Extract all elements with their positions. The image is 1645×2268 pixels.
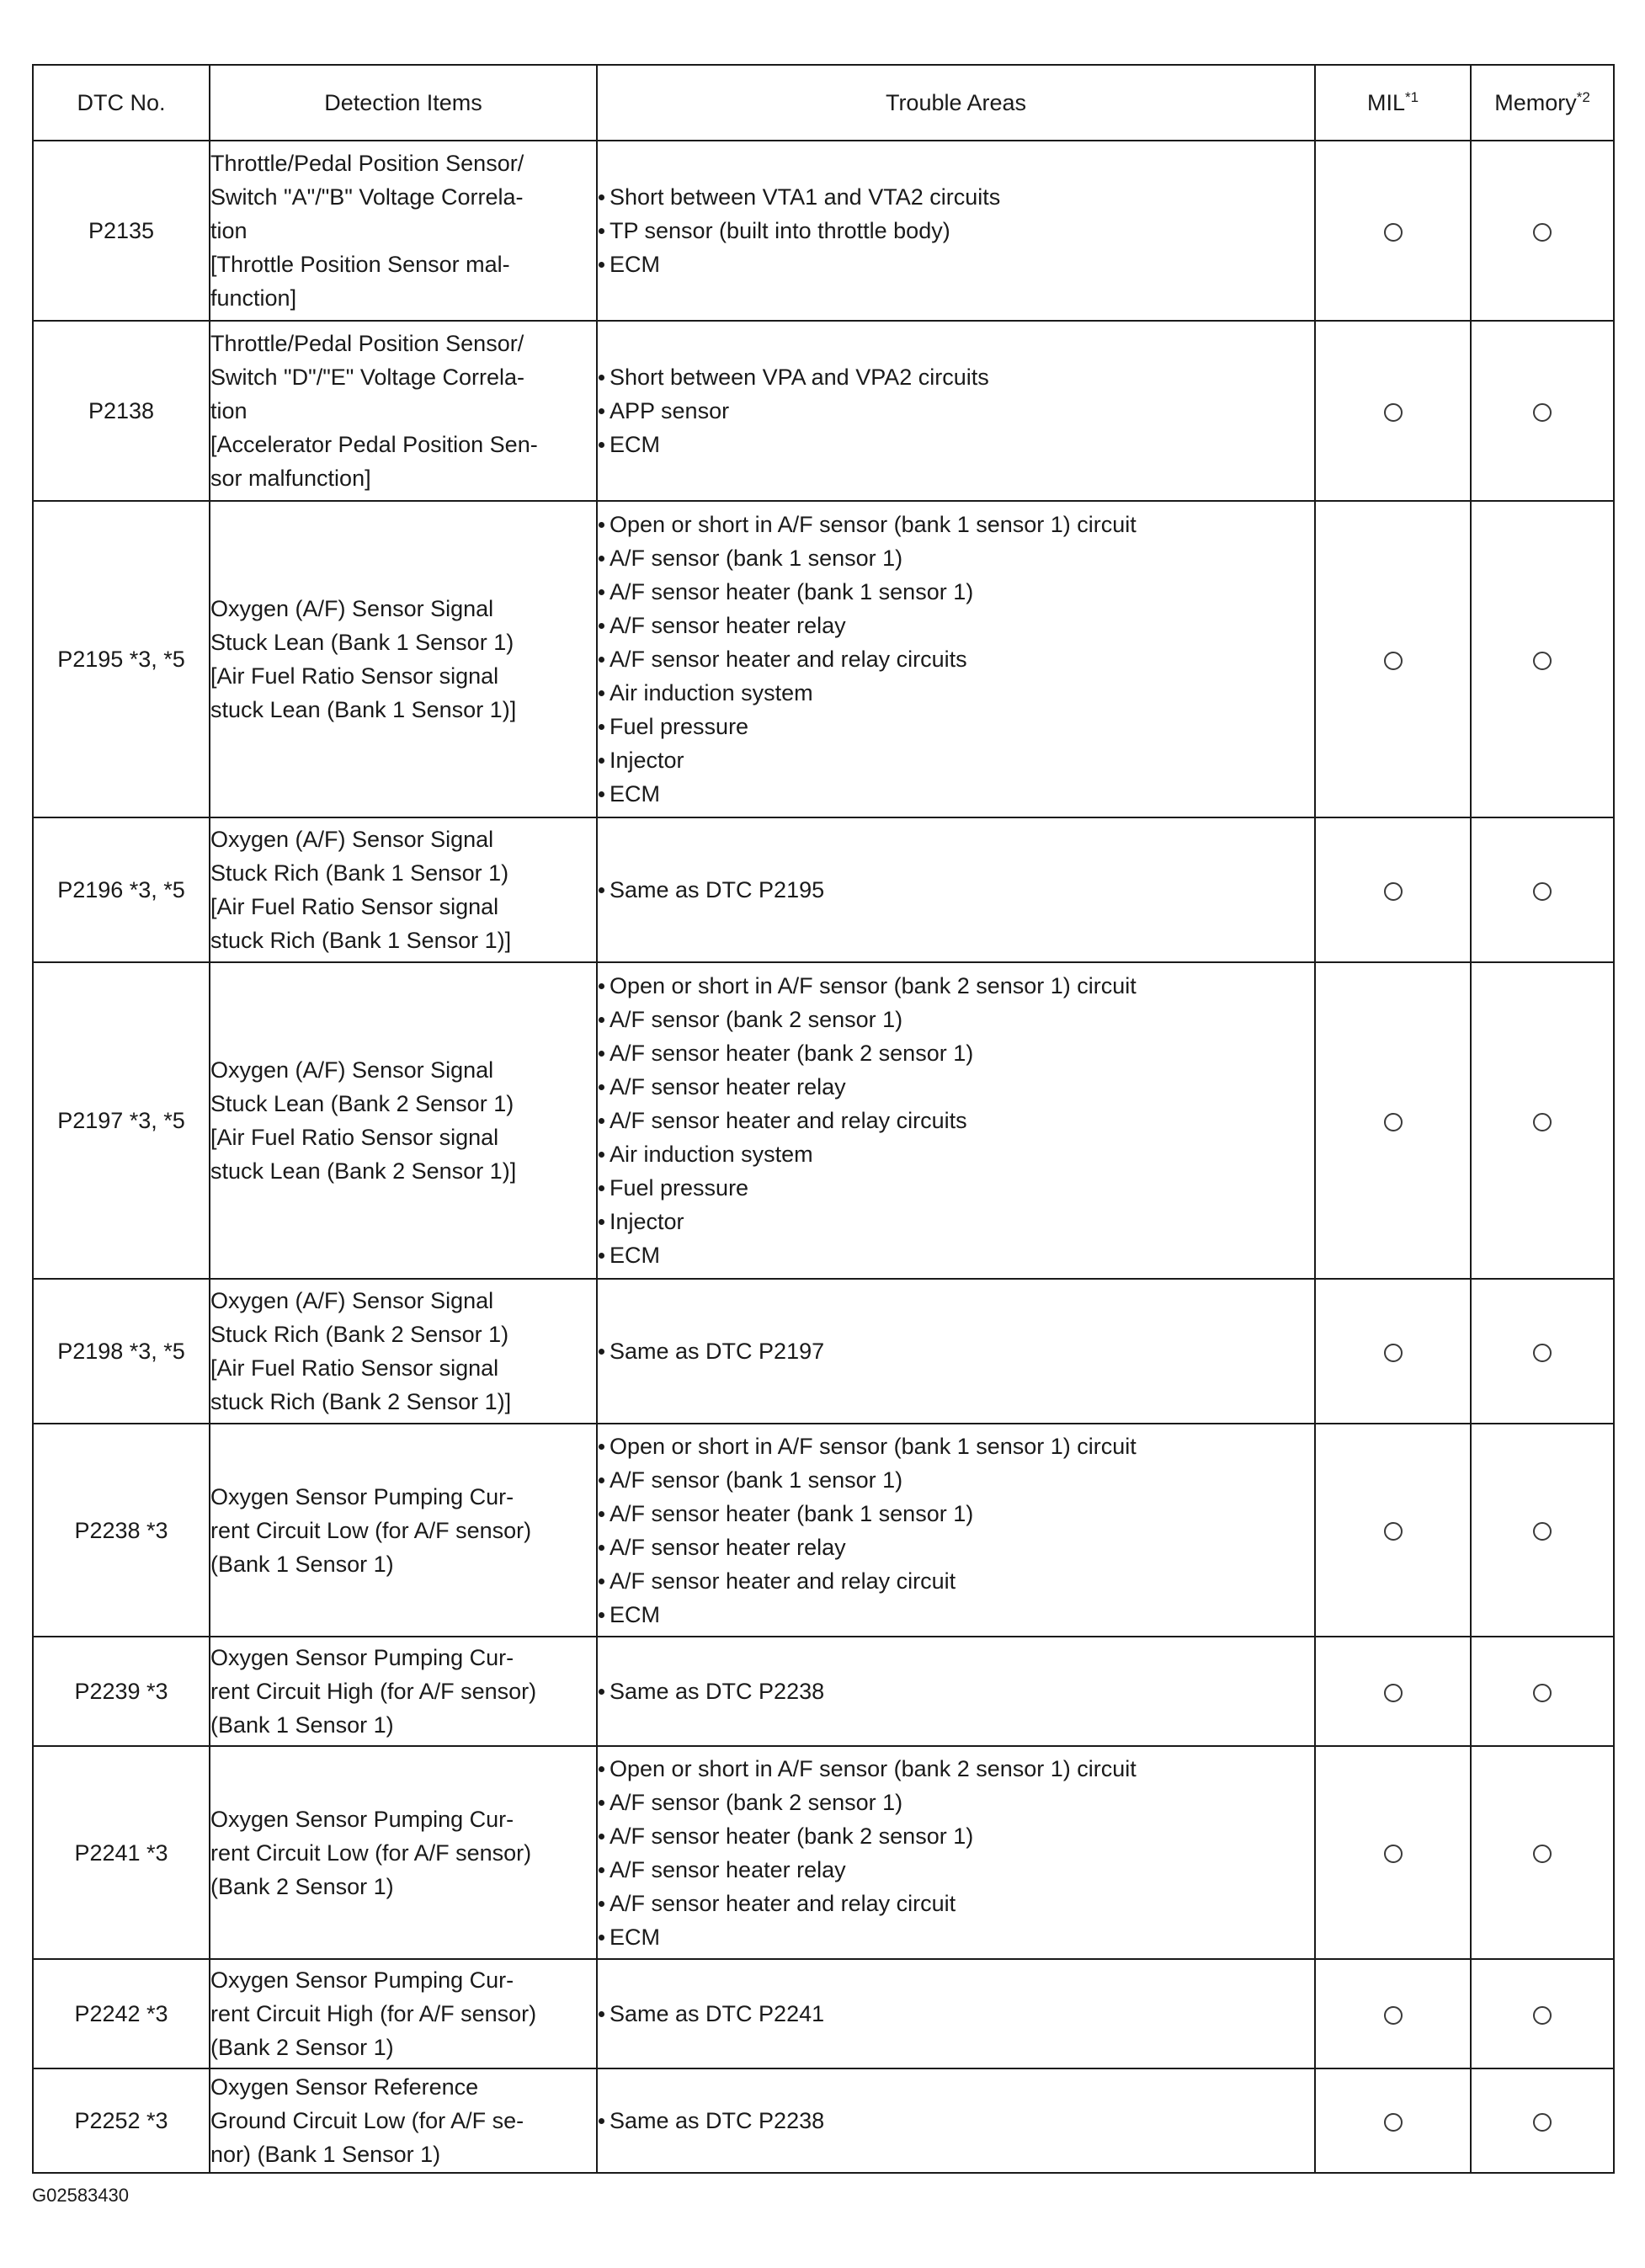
header-trouble-areas: Trouble Areas: [597, 65, 1315, 141]
memory-cell: [1471, 1424, 1614, 1637]
detection-item: [210, 962, 597, 1279]
detection-line: [Air Fuel Ratio Sensor signal: [210, 1355, 499, 1381]
trouble-area-item: A/F sensor (bank 1 sensor 1): [598, 541, 1314, 575]
figure-id: G02583430: [32, 2185, 129, 2206]
memory-cell: [1471, 1637, 1614, 1746]
mil-circle-icon: [1384, 1113, 1403, 1131]
dtc-table-container: [32, 64, 1613, 2174]
detection-item: [210, 141, 597, 321]
mil-circle-icon: [1384, 1684, 1403, 1702]
header-memory-label: Memory: [1494, 90, 1577, 115]
table-row: [33, 817, 1614, 962]
trouble-area-list: [598, 1674, 1314, 1708]
memory-cell: [1471, 321, 1614, 501]
detection-line: function]: [210, 285, 297, 311]
detection-line: stuck Rich (Bank 2 Sensor 1)]: [210, 1389, 512, 1414]
detection-line: Oxygen (A/F) Sensor Signal: [210, 1288, 494, 1313]
trouble-area-item: A/F sensor (bank 2 sensor 1): [598, 1003, 1314, 1036]
detection-line: tion: [210, 218, 248, 243]
header-dtc-no: DTC No.: [33, 65, 210, 141]
dtc-code: P2252 *3: [33, 2068, 210, 2173]
mil-cell: [1315, 141, 1471, 321]
trouble-area-item: A/F sensor heater (bank 1 sensor 1): [598, 1497, 1314, 1531]
trouble-area-item: A/F sensor heater relay: [598, 1070, 1314, 1104]
table-row: [33, 1279, 1614, 1424]
detection-line: Stuck Rich (Bank 2 Sensor 1): [210, 1322, 509, 1347]
header-mil-note: *1: [1404, 89, 1419, 105]
trouble-areas: [597, 962, 1315, 1279]
header-row: [33, 65, 1614, 141]
mil-circle-icon: [1384, 1845, 1403, 1863]
trouble-area-list: [598, 1997, 1314, 2031]
trouble-area-item: Injector: [598, 743, 1314, 777]
memory-cell: [1471, 501, 1614, 817]
dtc-code: P2242 *3: [33, 1959, 210, 2068]
header-memory-note: *2: [1576, 89, 1590, 105]
mil-circle-icon: [1384, 403, 1403, 422]
trouble-area-item: Fuel pressure: [598, 710, 1314, 743]
dtc-code: P2238 *3: [33, 1424, 210, 1637]
table-row: [33, 141, 1614, 321]
table-row: [33, 1637, 1614, 1746]
mil-cell: [1315, 2068, 1471, 2173]
detection-line: [Air Fuel Ratio Sensor signal: [210, 663, 499, 689]
trouble-areas: [597, 321, 1315, 501]
detection-line: Ground Circuit Low (for A/F se-: [210, 2108, 524, 2133]
trouble-area-list: [598, 969, 1314, 1272]
dtc-code: P2197 *3, *5: [33, 962, 210, 1279]
trouble-area-item: A/F sensor heater and relay circuit: [598, 1564, 1314, 1598]
mil-circle-icon: [1384, 652, 1403, 670]
trouble-area-item: ECM: [598, 777, 1314, 811]
detection-line: Oxygen (A/F) Sensor Signal: [210, 596, 494, 621]
detection-line: nor) (Bank 1 Sensor 1): [210, 2142, 441, 2167]
detection-item: [210, 1637, 597, 1746]
trouble-area-item: A/F sensor heater (bank 1 sensor 1): [598, 575, 1314, 609]
header-detection-items: Detection Items: [210, 65, 597, 141]
table-row: [33, 1959, 1614, 2068]
detection-line: rent Circuit High (for A/F sensor): [210, 1679, 537, 1704]
memory-cell: [1471, 1959, 1614, 2068]
detection-line: Throttle/Pedal Position Sensor/: [210, 331, 524, 356]
mil-cell: [1315, 1959, 1471, 2068]
trouble-area-item: Open or short in A/F sensor (bank 1 sensor 1) circuit: [598, 508, 1314, 541]
detection-line: rent Circuit High (for A/F sensor): [210, 2001, 537, 2026]
detection-line: Oxygen (A/F) Sensor Signal: [210, 827, 494, 852]
trouble-areas: [597, 1279, 1315, 1424]
trouble-areas: [597, 1746, 1315, 1959]
detection-line: rent Circuit Low (for A/F sensor): [210, 1517, 532, 1543]
mil-circle-icon: [1384, 1522, 1403, 1541]
detection-line: Oxygen Sensor Pumping Cur-: [210, 1483, 514, 1509]
detection-line: (Bank 2 Sensor 1): [210, 1873, 394, 1899]
trouble-area-list: [598, 873, 1314, 907]
trouble-area-item: A/F sensor heater (bank 2 sensor 1): [598, 1036, 1314, 1070]
dtc-code: P2135: [33, 141, 210, 321]
trouble-area-item: Same as DTC P2197: [598, 1334, 1314, 1368]
trouble-areas: [597, 1959, 1315, 2068]
trouble-area-item: Short between VPA and VPA2 circuits: [598, 360, 1314, 394]
trouble-area-item: Open or short in A/F sensor (bank 1 sensor 1) circuit: [598, 1429, 1314, 1463]
detection-line: Stuck Lean (Bank 1 Sensor 1): [210, 630, 514, 655]
detection-line: Oxygen Sensor Reference: [210, 2074, 479, 2100]
memory-circle-icon: [1533, 652, 1552, 670]
detection-line: stuck Lean (Bank 2 Sensor 1)]: [210, 1158, 517, 1184]
detection-line: sor malfunction]: [210, 466, 371, 491]
header-mil-label: MIL: [1366, 90, 1405, 115]
mil-circle-icon: [1384, 1344, 1403, 1362]
trouble-area-list: [598, 508, 1314, 811]
table-row: [33, 1424, 1614, 1637]
mil-circle-icon: [1384, 2006, 1403, 2025]
detection-item: [210, 501, 597, 817]
mil-cell: [1315, 1424, 1471, 1637]
memory-cell: [1471, 1746, 1614, 1959]
mil-circle-icon: [1384, 223, 1403, 242]
mil-circle-icon: [1384, 882, 1403, 901]
mil-cell: [1315, 1637, 1471, 1746]
detection-item: [210, 1746, 597, 1959]
mil-cell: [1315, 321, 1471, 501]
dtc-code: P2195 *3, *5: [33, 501, 210, 817]
detection-line: stuck Rich (Bank 1 Sensor 1)]: [210, 928, 512, 953]
detection-line: Switch "A"/"B" Voltage Correla-: [210, 184, 524, 210]
mil-cell: [1315, 1746, 1471, 1959]
trouble-area-list: [598, 1334, 1314, 1368]
trouble-area-item: Open or short in A/F sensor (bank 2 sensor 1) circuit: [598, 1752, 1314, 1786]
dtc-code: P2198 *3, *5: [33, 1279, 210, 1424]
detection-item: [210, 817, 597, 962]
detection-line: Oxygen Sensor Pumping Cur-: [210, 1967, 514, 1993]
trouble-area-item: Same as DTC P2238: [598, 2104, 1314, 2138]
mil-cell: [1315, 1279, 1471, 1424]
trouble-areas: [597, 2068, 1315, 2173]
table-header: [33, 65, 1614, 141]
trouble-area-item: ECM: [598, 1598, 1314, 1632]
mil-cell: [1315, 501, 1471, 817]
memory-cell: [1471, 817, 1614, 962]
trouble-area-item: Same as DTC P2241: [598, 1997, 1314, 2031]
trouble-area-item: Air induction system: [598, 1137, 1314, 1171]
detection-line: [Air Fuel Ratio Sensor signal: [210, 1125, 499, 1150]
dtc-code: P2138: [33, 321, 210, 501]
trouble-area-item: Same as DTC P2195: [598, 873, 1314, 907]
table-row: [33, 962, 1614, 1279]
mil-cell: [1315, 962, 1471, 1279]
trouble-area-item: ECM: [598, 428, 1314, 461]
memory-circle-icon: [1533, 2113, 1552, 2132]
detection-line: Switch "D"/"E" Voltage Correla-: [210, 365, 524, 390]
trouble-areas: [597, 817, 1315, 962]
memory-cell: [1471, 141, 1614, 321]
trouble-area-item: A/F sensor heater relay: [598, 1531, 1314, 1564]
trouble-area-item: Injector: [598, 1205, 1314, 1238]
detection-item: [210, 321, 597, 501]
detection-line: Oxygen (A/F) Sensor Signal: [210, 1057, 494, 1083]
trouble-area-list: [598, 2104, 1314, 2138]
detection-item: [210, 1959, 597, 2068]
memory-cell: [1471, 962, 1614, 1279]
trouble-area-item: Same as DTC P2238: [598, 1674, 1314, 1708]
trouble-area-item: Air induction system: [598, 676, 1314, 710]
trouble-area-item: A/F sensor heater and relay circuits: [598, 642, 1314, 676]
trouble-area-list: [598, 180, 1314, 281]
trouble-area-item: Open or short in A/F sensor (bank 2 sensor 1) circuit: [598, 969, 1314, 1003]
header-mil: [1315, 65, 1471, 141]
trouble-area-item: Fuel pressure: [598, 1171, 1314, 1205]
trouble-area-item: Short between VTA1 and VTA2 circuits: [598, 180, 1314, 214]
detection-line: [Accelerator Pedal Position Sen-: [210, 432, 538, 457]
trouble-area-item: A/F sensor heater relay: [598, 1853, 1314, 1887]
trouble-areas: [597, 1424, 1315, 1637]
detection-line: Stuck Rich (Bank 1 Sensor 1): [210, 860, 509, 886]
memory-circle-icon: [1533, 403, 1552, 422]
memory-circle-icon: [1533, 1344, 1552, 1362]
trouble-area-item: A/F sensor (bank 2 sensor 1): [598, 1786, 1314, 1819]
table-row: [33, 321, 1614, 501]
trouble-area-list: [598, 1752, 1314, 1954]
memory-circle-icon: [1533, 223, 1552, 242]
trouble-area-item: ECM: [598, 1238, 1314, 1272]
dtc-code: P2239 *3: [33, 1637, 210, 1746]
memory-cell: [1471, 1279, 1614, 1424]
detection-line: (Bank 1 Sensor 1): [210, 1712, 394, 1738]
detection-line: (Bank 1 Sensor 1): [210, 1551, 394, 1577]
trouble-area-item: ECM: [598, 1920, 1314, 1954]
detection-line: Oxygen Sensor Pumping Cur-: [210, 1806, 514, 1832]
memory-circle-icon: [1533, 2006, 1552, 2025]
detection-line: stuck Lean (Bank 1 Sensor 1)]: [210, 697, 517, 722]
memory-circle-icon: [1533, 1113, 1552, 1131]
detection-line: (Bank 2 Sensor 1): [210, 2035, 394, 2060]
detection-item: [210, 1279, 597, 1424]
mil-cell: [1315, 817, 1471, 962]
trouble-area-item: A/F sensor (bank 1 sensor 1): [598, 1463, 1314, 1497]
memory-circle-icon: [1533, 1684, 1552, 1702]
table-row: [33, 1746, 1614, 1959]
memory-cell: [1471, 2068, 1614, 2173]
trouble-area-item: APP sensor: [598, 394, 1314, 428]
trouble-area-item: TP sensor (built into throttle body): [598, 214, 1314, 248]
memory-circle-icon: [1533, 882, 1552, 901]
trouble-area-item: A/F sensor heater and relay circuit: [598, 1887, 1314, 1920]
trouble-areas: [597, 1637, 1315, 1746]
table-body: [33, 141, 1614, 2173]
memory-circle-icon: [1533, 1845, 1552, 1863]
detection-line: [Throttle Position Sensor mal-: [210, 252, 510, 277]
mil-circle-icon: [1384, 2113, 1403, 2132]
detection-line: [Air Fuel Ratio Sensor signal: [210, 894, 499, 919]
detection-item: [210, 2068, 597, 2173]
trouble-area-list: [598, 360, 1314, 461]
table-row: [33, 2068, 1614, 2173]
trouble-area-item: A/F sensor heater (bank 2 sensor 1): [598, 1819, 1314, 1853]
detection-line: Throttle/Pedal Position Sensor/: [210, 151, 524, 176]
memory-circle-icon: [1533, 1522, 1552, 1541]
dtc-code: P2196 *3, *5: [33, 817, 210, 962]
trouble-area-item: A/F sensor heater relay: [598, 609, 1314, 642]
header-memory: [1471, 65, 1614, 141]
detection-line: rent Circuit Low (for A/F sensor): [210, 1839, 532, 1866]
detection-line: Stuck Lean (Bank 2 Sensor 1): [210, 1091, 514, 1116]
trouble-area-list: [598, 1429, 1314, 1632]
dtc-table: [32, 64, 1615, 2174]
dtc-code: P2241 *3: [33, 1746, 210, 1959]
table-row: [33, 501, 1614, 817]
detection-line: Oxygen Sensor Pumping Cur-: [210, 1645, 514, 1670]
trouble-area-item: A/F sensor heater and relay circuits: [598, 1104, 1314, 1137]
trouble-areas: [597, 501, 1315, 817]
detection-line: tion: [210, 398, 248, 423]
trouble-areas: [597, 141, 1315, 321]
detection-item: [210, 1424, 597, 1637]
trouble-area-item: ECM: [598, 248, 1314, 281]
